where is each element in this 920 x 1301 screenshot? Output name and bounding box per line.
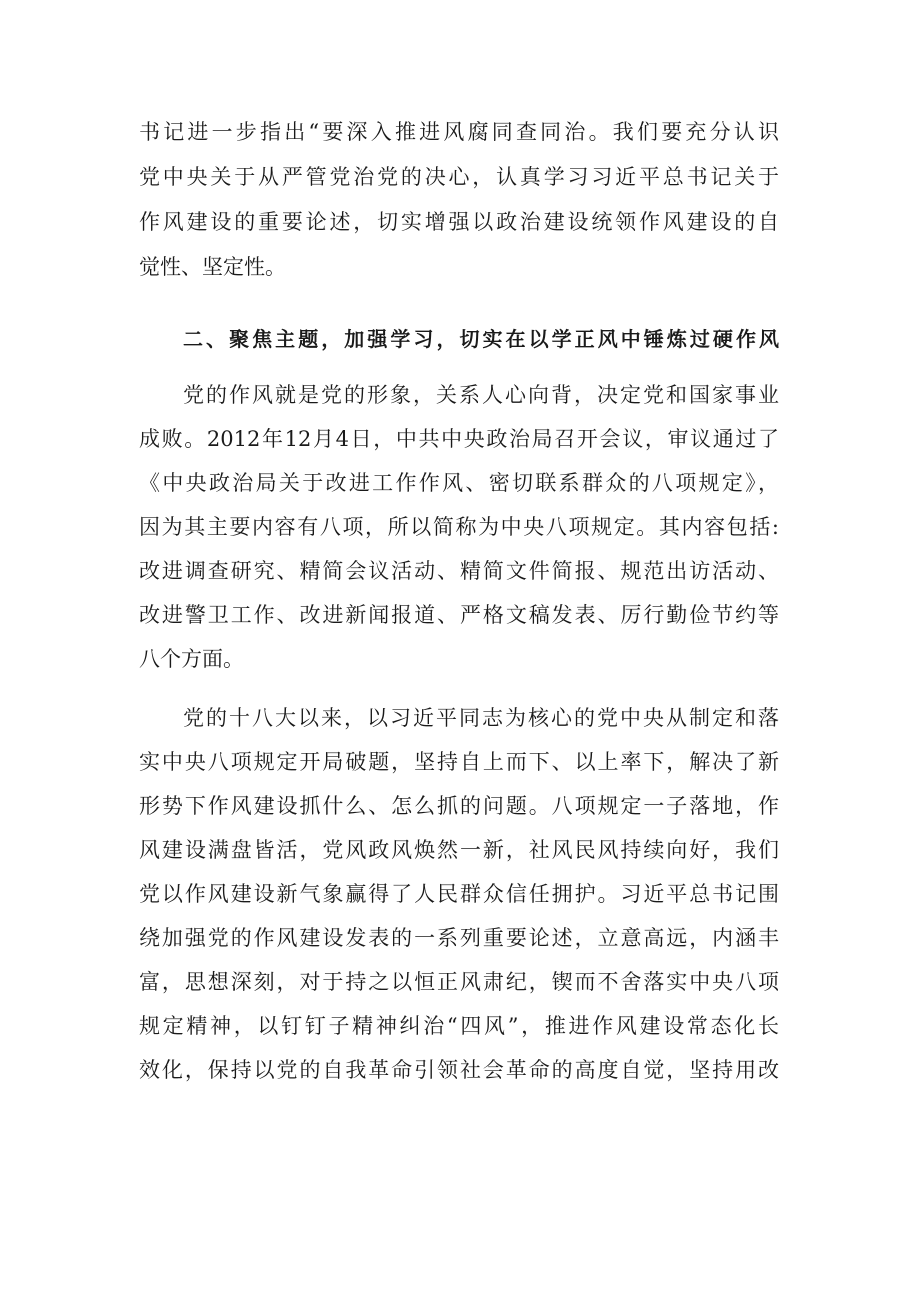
paragraph-3-line-2: 实中央八项规定开局破题，坚持自上而下、以上率下，解决了新 <box>139 750 779 774</box>
paragraph-1-line-1: 书记进一步指出“要深入推进风腐同查同治。我们要充分认识 <box>139 120 779 144</box>
paragraph-3-line-9: 效化，保持以党的自我革命引领社会革命的高度自觉，坚持用改 <box>139 1058 779 1082</box>
paragraph-1-line-3: 作风建设的重要论述，切实增强以政治建设统领作风建设的自 <box>139 210 779 234</box>
section-heading-2: 二、聚焦主题，加强学习，切实在以学正风中锤炼过硬作风 <box>183 327 779 351</box>
paragraph-3-line-1: 党的十八大以来，以习近平同志为核心的党中央从制定和落 <box>183 706 779 730</box>
paragraph-2-line-6: 改进警卫工作、改进新闻报道、严格文稿发表、厉行勤俭节约等 <box>139 603 779 627</box>
paragraph-3-line-3: 形势下作风建设抓什么、怎么抓的问题。八项规定一子落地，作 <box>139 794 779 818</box>
paragraph-2-line-7: 八个方面。 <box>139 647 244 671</box>
paragraph-3-line-7: 富，思想深刻，对于持之以恒正风肃纪，锲而不舍落实中央八项 <box>139 970 779 994</box>
paragraph-1-line-4: 觉性、坚定性。 <box>139 255 286 279</box>
paragraph-2-line-1: 党的作风就是党的形象，关系人心向背，决定党和国家事业 <box>183 383 779 407</box>
paragraph-1-line-2: 党中央关于从严管党治党的决心，认真学习习近平总书记关于 <box>139 165 779 189</box>
paragraph-2-line-5: 改进调查研究、精简会议活动、精简文件简报、规范出访活动、 <box>139 559 779 583</box>
paragraph-3-line-4: 风建设满盘皆活，党风政风焕然一新，社风民风持续向好，我们 <box>139 838 779 862</box>
paragraph-2-line-3: 《中央政治局关于改进工作作风、密切联系群众的八项规定》， <box>139 471 779 495</box>
paragraph-3-line-8: 规定精神，以钉钉子精神纠治“四风”，推进作风建设常态化长 <box>139 1014 779 1038</box>
paragraph-3-line-6: 绕加强党的作风建设发表的一系列重要论述，立意高远，内涵丰 <box>139 926 779 950</box>
paragraph-3-line-5: 党以作风建设新气象赢得了人民群众信任拥护。习近平总书记围 <box>139 882 779 906</box>
paragraph-2-line-4: 因为其主要内容有八项，所以简称为中央八项规定。其内容包括: <box>139 515 779 539</box>
paragraph-2-line-2: 成败。2012年12月4日，中共中央政治局召开会议，审议通过了 <box>139 427 779 451</box>
